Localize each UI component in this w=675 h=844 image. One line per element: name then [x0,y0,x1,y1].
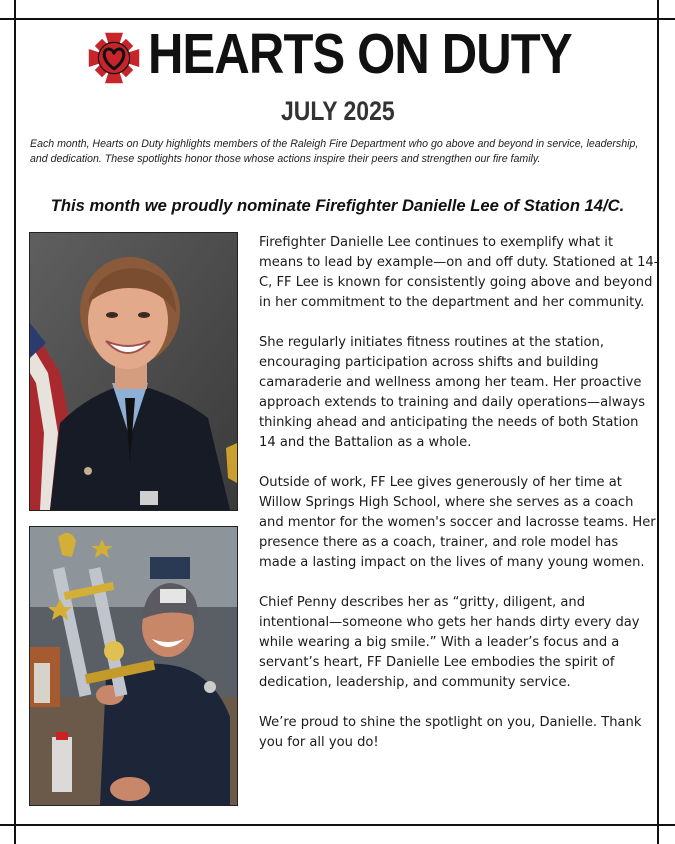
portrait-illustration [30,233,237,510]
frame-bottom-line [0,824,675,826]
masthead [0,24,675,88]
issue-month [0,96,675,126]
article-paragraph-1: Firefighter Danielle Lee continues to exemplify what it means to lead by example—on and off duty. Stationed at 14-C, FF Lee is known for consistently going above and beyond in her commitment to the department and her community. [259,235,659,310]
article-body [259,233,659,773]
frame-top-line [0,18,675,20]
trophy-photo [29,526,238,806]
article-paragraph-5: We’re proud to shine the spotlight on you, Danielle. Thank you for all you do! [259,715,642,750]
frame-left-line [14,0,16,844]
article-paragraph-3: Outside of work, FF Lee gives generously of her time at Willow Springs High School, where she serves as a coach and mentor for the women's soccer and lacrosse teams. Her presence there as a coach, trainer, and role model has made a lasting impact on the lives of many young women. [259,475,656,570]
trophy-illustration [30,527,237,805]
nomination-heading: This month we proudly nominate Firefighter Danielle Lee of Station 14/C. [50,196,625,215]
intro-text: Each month, Hearts on Duty highlights members of the Raleigh Fire Department who go above and beyond in service, leadership, and dedication. These spotlights honor those whose actions inspire their peers and strengthen our fire family. [30,138,639,165]
portrait-photo [29,232,238,511]
issue-month-text: JULY 2025 [280,96,395,126]
article-paragraph-2: She regularly initiates fitness routines at the station, encouraging participation across shifts and building camaraderie and wellness among her team. Her proactive approach extends to training and daily operations—always thinking ahead and anticipating the needs of both Station 14 and the Battalion as a whole. [259,335,646,450]
article-paragraph-4: Chief Penny describes her as “gritty, diligent, and intentional—someone who gets her hands dirty every day while wearing a big smile.” With a leader’s focus and a servant’s heart, FF Danielle Lee embodies the spirit of dedication, leadership, and community service. [259,595,640,690]
maltese-cross-heart-icon [84,28,144,88]
newsletter-title: HEARTS ON DUTY [148,22,572,86]
